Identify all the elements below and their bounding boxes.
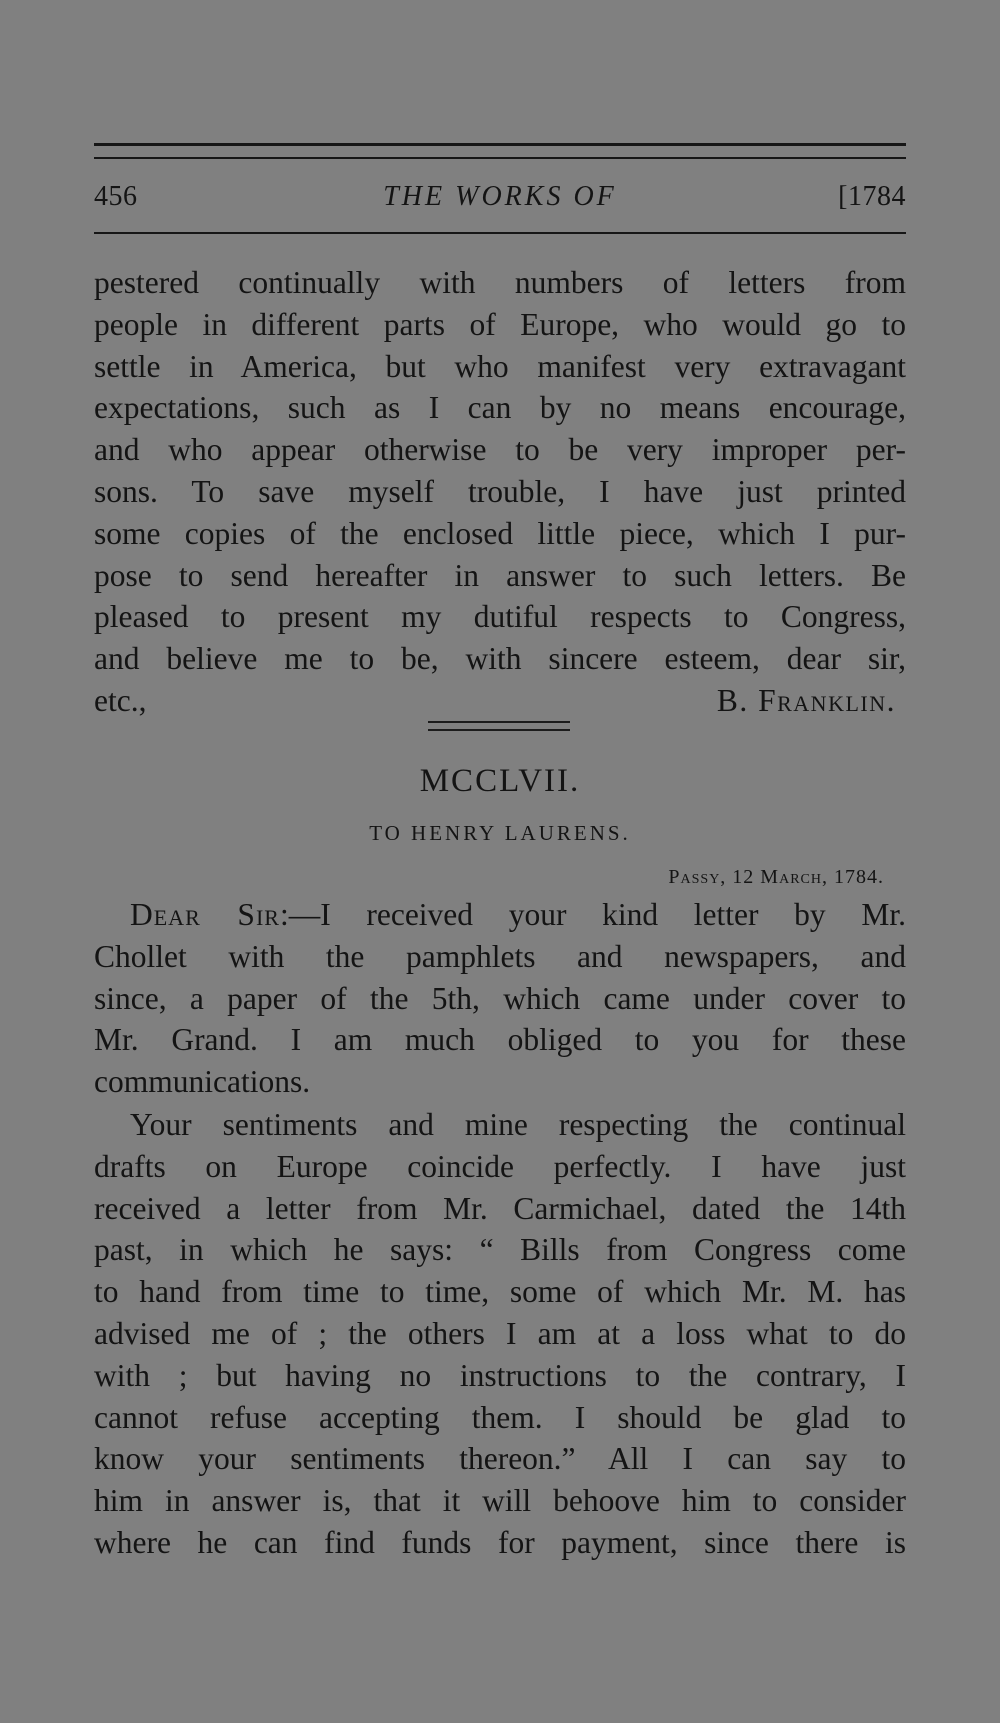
running-year: [1784: [838, 181, 906, 212]
addressee: TO HENRY LAURENS.: [369, 821, 631, 845]
text-line: know your sentiments thereon.” All I can say to: [94, 1441, 906, 1477]
header-top-rule: [94, 143, 906, 146]
text-line: cannot refuse accepting them. I should be glad to: [94, 1399, 906, 1435]
text-line: [94, 894, 906, 936]
text-line: and who appear otherwise to be very improper per-: [94, 432, 906, 468]
salutation-continuation: :—I received your kind letter by Mr.: [279, 897, 906, 932]
text-line: drafts on Europe coincide perfectly. I have just: [94, 1148, 906, 1184]
letter-number: MCCLVII.: [419, 763, 581, 799]
text-line: received a letter from Mr. Carmichael, dated the 14th: [94, 1190, 906, 1226]
signature: B. Franklin.: [716, 682, 896, 718]
header-bottom-rule: [94, 232, 906, 234]
salutation: Dear Sir: [130, 897, 280, 932]
text-line: him in answer is, that it will behoove him to consider: [94, 1483, 906, 1519]
running-head: [94, 177, 906, 217]
text-line: Your sentiments and mine respecting the continual: [130, 1107, 906, 1142]
text-line: some copies of the enclosed little piece, which I pur-: [94, 515, 906, 551]
closing: etc.,: [94, 682, 147, 718]
text-line: pleased to present my dutiful respects to Congress,: [94, 599, 906, 635]
section-divider: [428, 729, 570, 731]
closing-line: [94, 680, 906, 722]
text-line: pose to send hereafter in answer to such letters. Be: [94, 557, 906, 593]
running-title: THE WORKS OF: [383, 181, 617, 212]
text-line: settle in America, but who manifest very extravagant: [94, 348, 906, 384]
section-divider: [428, 721, 570, 723]
dateline: Passy, 12 March, 1784.: [668, 866, 884, 888]
text-line: advised me of ; the others I am at a loss what to do: [94, 1315, 906, 1351]
letter-paragraph-1: [94, 894, 906, 1103]
text-line: since, a paper of the 5th, which came under cover to: [94, 980, 906, 1016]
text-line: Chollet with the pamphlets and newspapers, and: [94, 938, 906, 974]
header-top-rule-thin: [94, 157, 906, 159]
letter-paragraph-2: [94, 1104, 906, 1564]
page-number: 456: [94, 181, 138, 212]
text-line: pestered continually with numbers of letters from: [94, 265, 906, 300]
text-line: to hand from time to time, some of which Mr. M. has: [94, 1274, 906, 1310]
previous-letter-end: [94, 262, 906, 722]
text-line: expectations, such as I can by no means encourage,: [94, 390, 906, 426]
text-line: sons. To save myself trouble, I have just printed: [94, 473, 906, 509]
text-line: past, in which he says: “ Bills from Congress come: [94, 1232, 906, 1268]
text-line: Mr. Grand. I am much obliged to you for these: [94, 1022, 906, 1058]
text-line: where he can find funds for payment, since there is: [94, 1524, 906, 1560]
text-line: people in different parts of Europe, who would go to: [94, 306, 906, 342]
text-line: communications.: [94, 1064, 311, 1100]
text-line: with ; but having no instructions to the contrary, I: [94, 1357, 906, 1393]
text-line: and believe me to be, with sincere esteem, dear sir,: [94, 641, 906, 677]
